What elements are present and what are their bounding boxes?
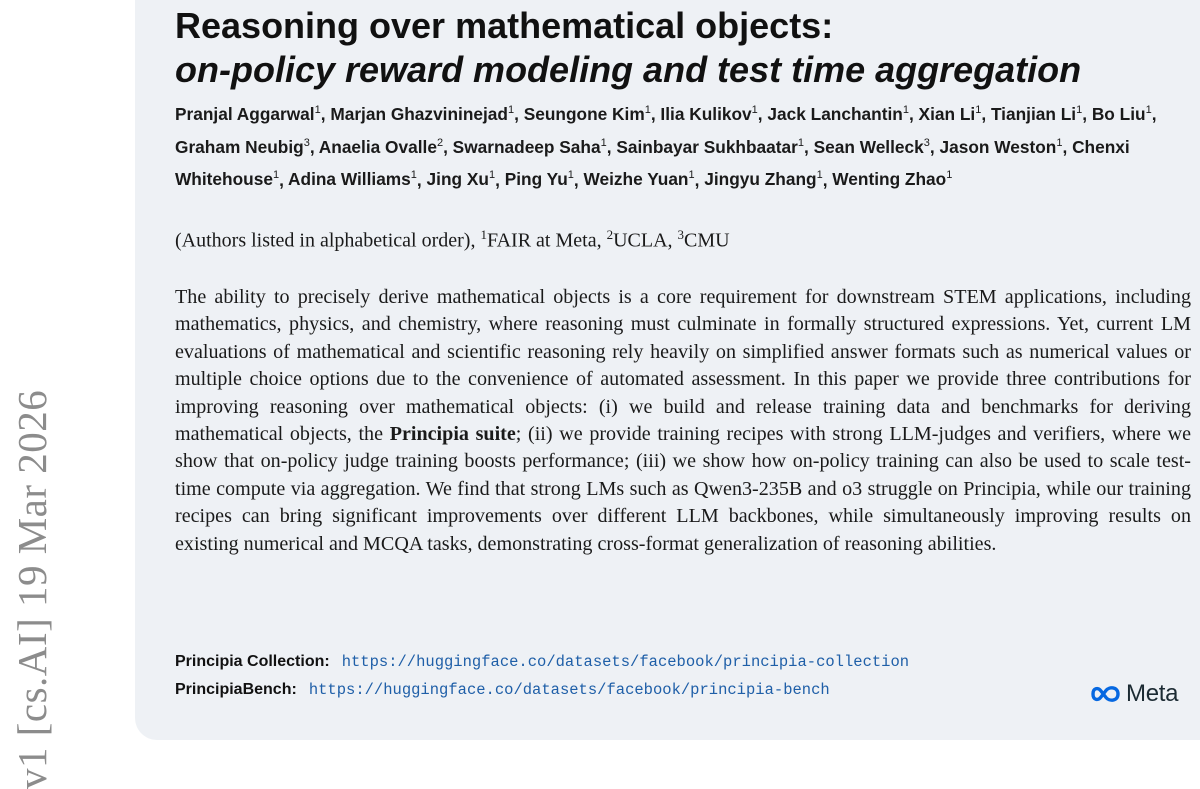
title-line-2: on-policy reward modeling and test time aggregation xyxy=(175,49,1082,90)
author-affiliation-mark: 1 xyxy=(600,136,607,149)
meta-infinity-icon xyxy=(1089,685,1123,703)
author-name: Ilia Kulikov xyxy=(660,103,752,124)
abstract-part-1: The ability to precisely derive mathematical objects is a core requirement for downstream STEM applications, including mathematics, physics, and chemistry, where reasoning must culminate in formally structured expressions. Yet, current LM evaluations of mathematical and scientific reasoning rely heavily on simplified answer formats such as numerical values or multiple choice options due to the convenience of automated assessment. In this paper we provide three contributions for improving reasoning over mathematical objects: (i) we build and release training data and benchmarks for deriving mathematical objects, the xyxy=(175,286,1191,446)
principia-collection-url[interactable]: https://huggingface.co/datasets/facebook/principia-collection xyxy=(341,653,910,671)
principia-bench-link-row xyxy=(175,679,830,701)
author-name: Jingyu Zhang xyxy=(704,169,817,190)
principia-collection-label: Principia Collection: xyxy=(175,653,330,670)
author xyxy=(330,104,514,124)
author-affiliation-mark: 1 xyxy=(688,169,695,182)
author xyxy=(319,137,443,157)
affiliation-number: 3 xyxy=(677,227,685,242)
author-affiliation-mark: 3 xyxy=(303,136,310,149)
author xyxy=(288,169,417,189)
author xyxy=(427,169,496,189)
author xyxy=(767,104,909,124)
affiliation-number: 1 xyxy=(480,227,487,242)
author-name: Sainbayar Sukhbaatar xyxy=(616,136,798,157)
author-name: Weizhe Yuan xyxy=(583,169,689,190)
author xyxy=(1092,104,1152,124)
author-affiliation-mark: 1 xyxy=(644,104,651,116)
author-affiliation-mark: 1 xyxy=(902,104,909,116)
author-name: Pranjal Aggarwal xyxy=(175,103,315,124)
author-affiliation-mark: 1 xyxy=(975,104,982,116)
author xyxy=(505,169,574,189)
author-affiliation-mark: 1 xyxy=(507,104,515,116)
principia-bench-url[interactable]: https://huggingface.co/datasets/facebook/principia-bench xyxy=(308,681,830,699)
title-line-1: Reasoning over mathematical objects: xyxy=(175,5,834,46)
author xyxy=(660,104,757,124)
author-affiliation-mark: 1 xyxy=(567,169,574,182)
author-name: Swarnadeep Saha xyxy=(452,136,601,157)
author-name: Anaelia Ovalle xyxy=(318,136,437,157)
author xyxy=(175,137,310,157)
author-affiliation-mark: 1 xyxy=(797,136,804,149)
affiliation-name: CMU xyxy=(684,229,730,252)
author-name: Jason Weston xyxy=(939,136,1057,157)
affiliations: (Authors listed in alphabetical order), $^1$FAIR at Meta, $^2$UCLA, $^3$CMU xyxy=(175,227,730,252)
author xyxy=(453,137,607,157)
author-name: Jing Xu xyxy=(426,169,489,190)
author xyxy=(991,104,1082,124)
author-affiliation-mark: 1 xyxy=(816,169,823,182)
principia-bench-label: PrincipiaBench: xyxy=(175,681,297,698)
author-affiliation-mark: 1 xyxy=(1056,136,1063,149)
author xyxy=(616,137,804,157)
author-name: Ping Yu xyxy=(504,169,568,190)
principia-suite-term: Principia suite xyxy=(389,423,516,446)
author xyxy=(919,104,982,124)
author-name: Tianjian Li xyxy=(990,103,1077,124)
author-affiliation-mark: 1 xyxy=(488,169,496,182)
affiliation-number: 2 xyxy=(606,227,614,242)
author-affiliation-mark: 1 xyxy=(314,104,321,116)
author-name: Seungone Kim xyxy=(523,103,645,124)
author-name: Graham Neubig xyxy=(175,136,304,157)
principia-collection-link-row xyxy=(175,651,909,673)
affiliation-note: (Authors listed in alphabetical order), xyxy=(175,229,481,252)
author-affiliation-mark: 2 xyxy=(436,136,444,149)
author xyxy=(524,104,651,124)
meta-wordmark: Meta xyxy=(1126,680,1179,707)
author xyxy=(583,169,694,189)
arxiv-stamp: v1 [cs.AI] 19 Mar 2026 xyxy=(9,389,55,789)
author-name: Adina Williams xyxy=(288,169,411,190)
abstract-part-2: ; (ii) we provide training recipes with strong LLM-judges and verifiers, where we show that on-policy judge training boosts performance; (iii) we show how on-policy training can also be used to scale test-time compute via aggregation. We find that strong LMs such as Qwen3-235B and o3 struggle on Principia, while our training recipes can bring significant improvements over different LLM backbones, while simultaneously improving results on existing numerical and MCQA tasks, demonstrating cross-format generalization of reasoning abilities. xyxy=(175,423,1192,555)
author xyxy=(704,169,822,189)
author-affiliation-mark: 3 xyxy=(923,136,930,149)
author xyxy=(832,169,952,189)
author-name: Bo Liu xyxy=(1091,103,1146,124)
author xyxy=(175,104,321,124)
author-affiliation-mark: 1 xyxy=(272,169,280,182)
paper-title xyxy=(175,4,1081,92)
author-affiliation-mark: 1 xyxy=(751,104,758,116)
author-name: Sean Welleck xyxy=(813,136,924,157)
author-name: Jack Lanchantin xyxy=(767,103,903,124)
author-list: Pranjal Aggarwal$^1$, Marjan Ghazvininejad$^1$, Seungone Kim$^1$, Ilia Kulikov$^1$, Jack Lanchantin$^1$, Xian Li$^1$, Tianjian Li$^1$, Bo Liu$^1$, Graham Neubig$^3$, Anaelia Ovalle$^2$, Swarnadeep Saha$^1$, Sainbayar Sukhbaatar$^1$, Sean Welleck$^3$, Jason Weston$^1$, Chenxi Whitehouse$^1$, Adina Williams$^1$, Jing Xu$^1$, Ping Yu$^1$, Weizhe Yuan$^1$, Jingyu Zhang$^1$, Wenting Zhao$^1$ xyxy=(175,103,1157,190)
author-name: Marjan Ghazvininejad xyxy=(330,103,508,124)
author-affiliation-mark: 1 xyxy=(1145,104,1152,116)
abstract xyxy=(175,284,1191,558)
author-affiliation-mark: 1 xyxy=(1076,104,1083,116)
affiliation-name: UCLA xyxy=(613,229,668,252)
author xyxy=(939,137,1062,157)
author-name: Chenxi Whitehouse xyxy=(175,136,1130,190)
author-name: Xian Li xyxy=(918,103,976,124)
author-affiliation-mark: 1 xyxy=(410,169,417,182)
meta-logo xyxy=(1089,680,1178,708)
author xyxy=(814,137,930,157)
author-name: Wenting Zhao xyxy=(832,169,947,190)
affiliation-name: FAIR at Meta xyxy=(486,229,597,252)
author-affiliation-mark: 1 xyxy=(946,169,953,182)
